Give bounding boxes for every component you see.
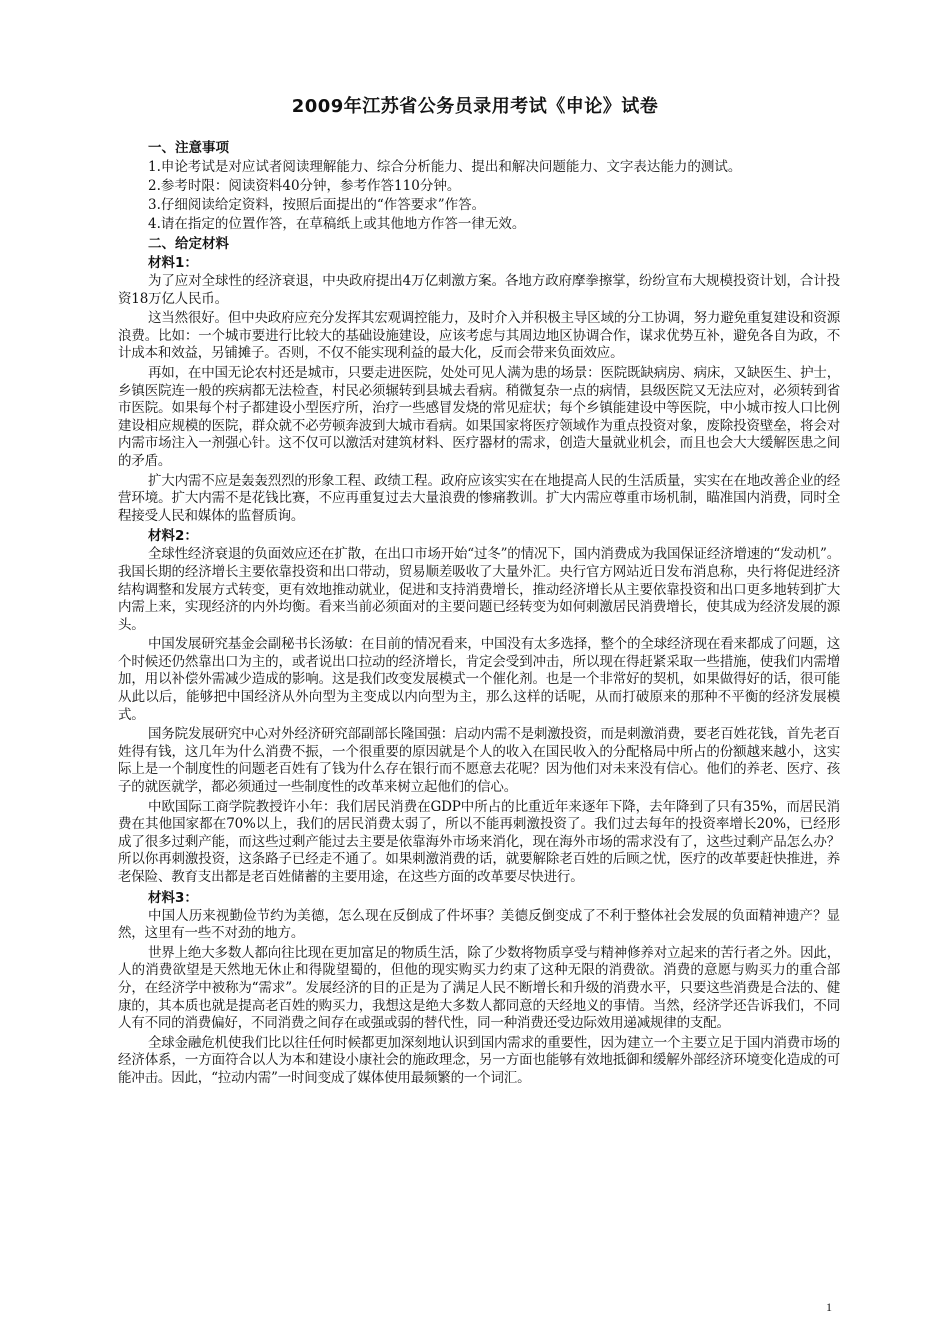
material-paragraph: 世界上绝大多数人都向往比现在更加富足的物质生活，除了少数将物质享受与精神修养对立起来的苦行者之外。因此，人的消费欲望是天然地无休止和得陇望蜀的，但他的现实购买力约束了这种无限的消费欲。消费的意愿与购买力的重合部分，在经济学中被称为“需求”。发展经济的目的正是为了满足人民不断增长和升级的消费水平，只要这些消费是合法的、健康的，其本质也就是提高老百姓的购买力，我想这是绝大多数人都同意的天经地义的事情。当然，经济学还告诉我们，不同人有不同的消费偏好，不同消费之间存在或强或弱的替代性，同一种消费还受边际效用递减规律的支配。 (118, 944, 840, 1032)
material-label-1: 材料1： (148, 255, 198, 271)
material-paragraph: 再如，在中国无论农村还是城市，只要走进医院，处处可见人满为患的场景：医院既缺病房、病床，又缺医生、护士，乡镇医院连一般的疾病都无法检查，村民必须辗转到县城去看病。稍微复杂一点的病情，县级医院又无法应对，必须转到省市医院。如果每个村子都建设小型医疗所，治疗一些感冒发烧的常见症状；每个乡镇能建设中等医院，中小城市按人口比例建设相应规模的医院，群众就不必劳顿奔波到大城市看病。如果国家将医疗领域作为重点投资对象，废除投资壁垒，将会对内需市场注入一剂强心针。这不仅可以激活对建筑材料、医疗器材的需求，创造大量就业机会，而且也会大大缓解医患之间的矛盾。 (118, 364, 840, 469)
section-heading-notice: 一、注意事项 (148, 140, 229, 156)
material-paragraph: 国务院发展研究中心对外经济研究部副部长隆国强：启动内需不是刺激投资，而是刺激消费，要老百姓花钱，首先老百姓得有钱，这几年为什么消费不振，一个很重要的原因就是个人的收入在国民收入的分配格局中所占的份额越来越小，这实际上是一个制度性的问题老百姓有了钱为什么存在银行而不愿意去花呢？因为他们对未来没有信心。他们的养老、医疗、孩子的就医就学，都必须通过一些制度性的改革来树立起他们的信心。 (118, 726, 840, 796)
material-label-3: 材料3： (148, 889, 198, 906)
notice-item: 1.申论考试是对应试者阅读理解能力、综合分析能力、提出和解决问题能力、文字表达能力的测试。 (148, 159, 742, 175)
material-label-2: 材料2： (148, 528, 198, 545)
material-paragraph: 这当然很好。但中央政府应充分发挥其宏观调控能力，及时介入并积极主导区域的分工协调，努力避免重复建设和资源浪费。比如：一个城市要进行比较大的基础设施建设，应该考虑与其周边地区协调合作，谋求优势互补，避免各自为政，不计成本和效益，另铺摊子。否则，不仅不能实现利益的最大化，反而会带来负面效应。 (118, 310, 840, 362)
notice-item: 2.参考时限：阅读资料40分钟，参考作答110分钟。 (148, 178, 461, 194)
document-body (118, 138, 840, 1090)
section-heading-materials: 二、给定材料 (148, 236, 229, 252)
material-paragraph: 中国人历来视勤俭节约为美德，怎么现在反倒成了件坏事？美德反倒变成了不利于整体社会发展的负面精神遗产？显然，这里有一些不对劲的地方。 (118, 907, 840, 942)
material-paragraph: 扩大内需不应是轰轰烈烈的形象工程、政绩工程。政府应该实实在在地提高人民的生活质量，实实在在地改善企业的经营环境。扩大内需不是花钱比赛，不应再重复过去大量浪费的惨痛教训。扩大内需应尊重市场机制，瞄准国内消费，同时全程接受人民和媒体的监督质询。 (118, 472, 840, 524)
notice-item: 4.请在指定的位置作答，在草稿纸上或其他地方作答一律无效。 (148, 216, 526, 232)
material-paragraph: 中欧国际工商学院教授许小年：我们居民消费在GDP中所占的比重近年来逐年下降，去年降到了只有35%，而居民消费在其他国家都在70%以上，我们的居民消费太弱了，所以不能再刺激投资了。我们过去每年的投资率增长20%，已经形成了很多过剩产能，而这些过剩产能过去主要是依靠海外市场来消化，现在海外市场的需求没有了，这些过剩产品怎么办？所以你再刺激投资，这条路子已经走不通了。如果刺激消费的话，就要解除老百姓的后顾之忧，医疗的改革要赶快推进，养老保险、教育支出都是老百姓储蓄的主要用途，在这些方面的改革要尽快进行。 (118, 798, 840, 885)
material-paragraph: 中国发展研究基金会副秘书长汤敏：在目前的情况看来，中国没有太多选择，整个的全球经济现在看来都成了问题，这个时候还仍然靠出口为主的，或者说出口拉动的经济增长，肯定会受到冲击，所以现在得赶紧采取一些措施，使我们内需增加，用以补偿外需减少造成的影响。这是我们改变发展模式一个催化剂。也是一个非常好的契机，如果做得好的话，很可能从此以后，能够把中国经济从外向型为主变成以内向型为主，那么这样的话呢，从而打破原来的那种不平衡的经济发展模式。 (118, 636, 840, 723)
notice-item: 3.仔细阅读给定资料，按照后面提出的“作答要求”作答。 (148, 197, 486, 213)
material-paragraph: 为了应对全球性的经济衰退，中央政府提出4万亿刺激方案。各地方政府摩拳擦掌，纷纷宣布大规模投资计划，合计投资18万亿人民币。 (118, 273, 840, 307)
page-title: 2009年江苏省公务员录用考试《申论》试卷 (291, 96, 659, 117)
material-paragraph: 全球金融危机使我们比以往任何时候都更加深刻地认识到国内需求的重要性，因为建立一个主要立足于国内消费市场的经济体系，一方面符合以人为本和建设小康社会的施政理念，另一方面也能够有效地抵御和缓解外部经济环境变化造成的可能冲击。因此，“拉动内需”一时间变成了媒体使用最频繁的一个词汇。 (118, 1034, 840, 1086)
page-number: 1 (826, 1300, 832, 1314)
material-paragraph: 全球性经济衰退的负面效应还在扩散，在出口市场开始“过冬”的情况下，国内消费成为我国保证经济增速的“发动机”。我国长期的经济增长主要依靠投资和出口带动，贸易顺差吸收了大量外汇。央行官方网站近日发布消息称，央行将促进经济结构调整和发展方式转变，更有效地推动就业，促进和支持消费增长，推动经济增长从主要依靠投资和出口更多地转到扩大内需上来，实现经济的内外均衡。看来当前必须面对的主要问题已经转变为如何刺激居民消费增长，使其成为经济发展的源头。 (118, 546, 840, 633)
